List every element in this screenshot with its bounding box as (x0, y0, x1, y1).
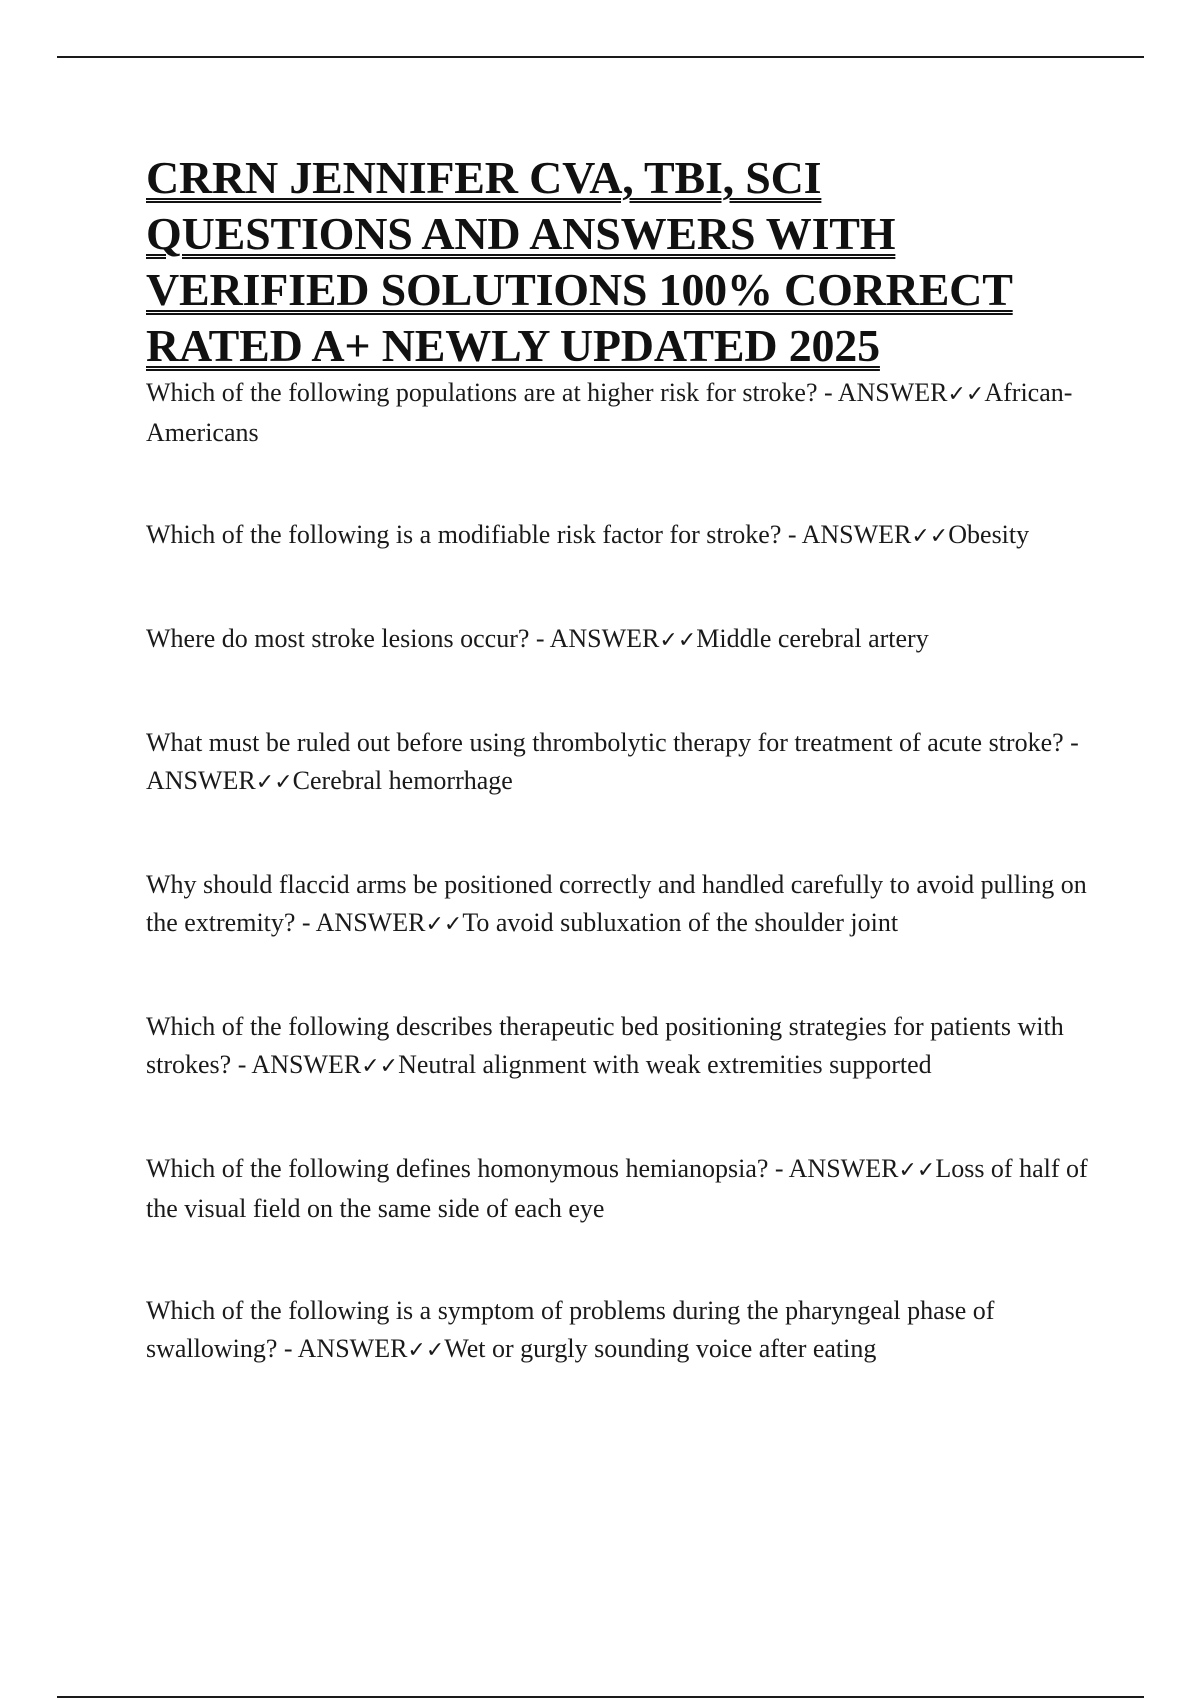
answer-text: Obesity (948, 520, 1030, 549)
question-text: Which of the following is a symptom of problems during the pharyngeal phase of swallowing? - ANSWER (146, 1296, 995, 1363)
qa-item (146, 1150, 1096, 1228)
qa-list (146, 374, 1096, 1370)
question-text: Which of the following is a modifiable risk factor for stroke? - ANSWER (146, 520, 912, 549)
question-text: Where do most stroke lesions occur? - ANSWER (146, 624, 660, 653)
answer-text: Cerebral hemorrhage (292, 766, 513, 795)
bottom-rule (57, 1696, 1144, 1698)
document-title: CRRN JENNIFER CVA, TBI, SCI QUESTIONS AND ANSWERS WITH VERIFIED SOLUTIONS 100% CORRECT RATED A+ NEWLY UPDATED 2025 (146, 152, 1013, 371)
check-mark-icon: ✓✓ (659, 628, 697, 653)
answer-text: African-Americans (146, 378, 1073, 447)
document-body (146, 150, 1096, 1434)
question-text: What must be ruled out before using thrombolytic therapy for treatment of acute stroke? - ANSWER (146, 728, 1079, 795)
answer-text: Middle cerebral artery (696, 624, 929, 653)
qa-item (146, 1008, 1096, 1086)
check-mark-icon: ✓✓ (947, 382, 985, 407)
check-mark-icon: ✓✓ (361, 1054, 399, 1079)
answer-text: Wet or gurgly sounding voice after eating (444, 1334, 877, 1363)
qa-item (146, 620, 1096, 660)
qa-item (146, 374, 1096, 452)
check-mark-icon: ✓✓ (425, 912, 463, 937)
qa-item (146, 866, 1096, 944)
answer-text: Neutral alignment with weak extremities supported (398, 1050, 932, 1079)
qa-item (146, 516, 1096, 556)
question-text: Why should flaccid arms be positioned correctly and handled carefully to avoid pulling on the extremity? - ANSWER (146, 870, 1087, 937)
check-mark-icon: ✓✓ (911, 524, 949, 549)
answer-text: Loss of half of the visual field on the same side of each eye (146, 1154, 1088, 1223)
question-text: Which of the following defines homonymous hemianopsia? - ANSWER (146, 1154, 899, 1183)
top-rule (57, 56, 1144, 58)
question-text: Which of the following describes therapeutic bed positioning strategies for patients with strokes? - ANSWER (146, 1012, 1064, 1079)
check-mark-icon: ✓✓ (898, 1158, 936, 1183)
qa-item (146, 724, 1096, 802)
answer-text: To avoid subluxation of the shoulder joint (462, 908, 899, 937)
check-mark-icon: ✓✓ (407, 1338, 445, 1363)
question-text: Which of the following populations are at higher risk for stroke? - ANSWER (146, 378, 948, 407)
qa-item (146, 1292, 1096, 1370)
check-mark-icon: ✓✓ (255, 770, 293, 795)
